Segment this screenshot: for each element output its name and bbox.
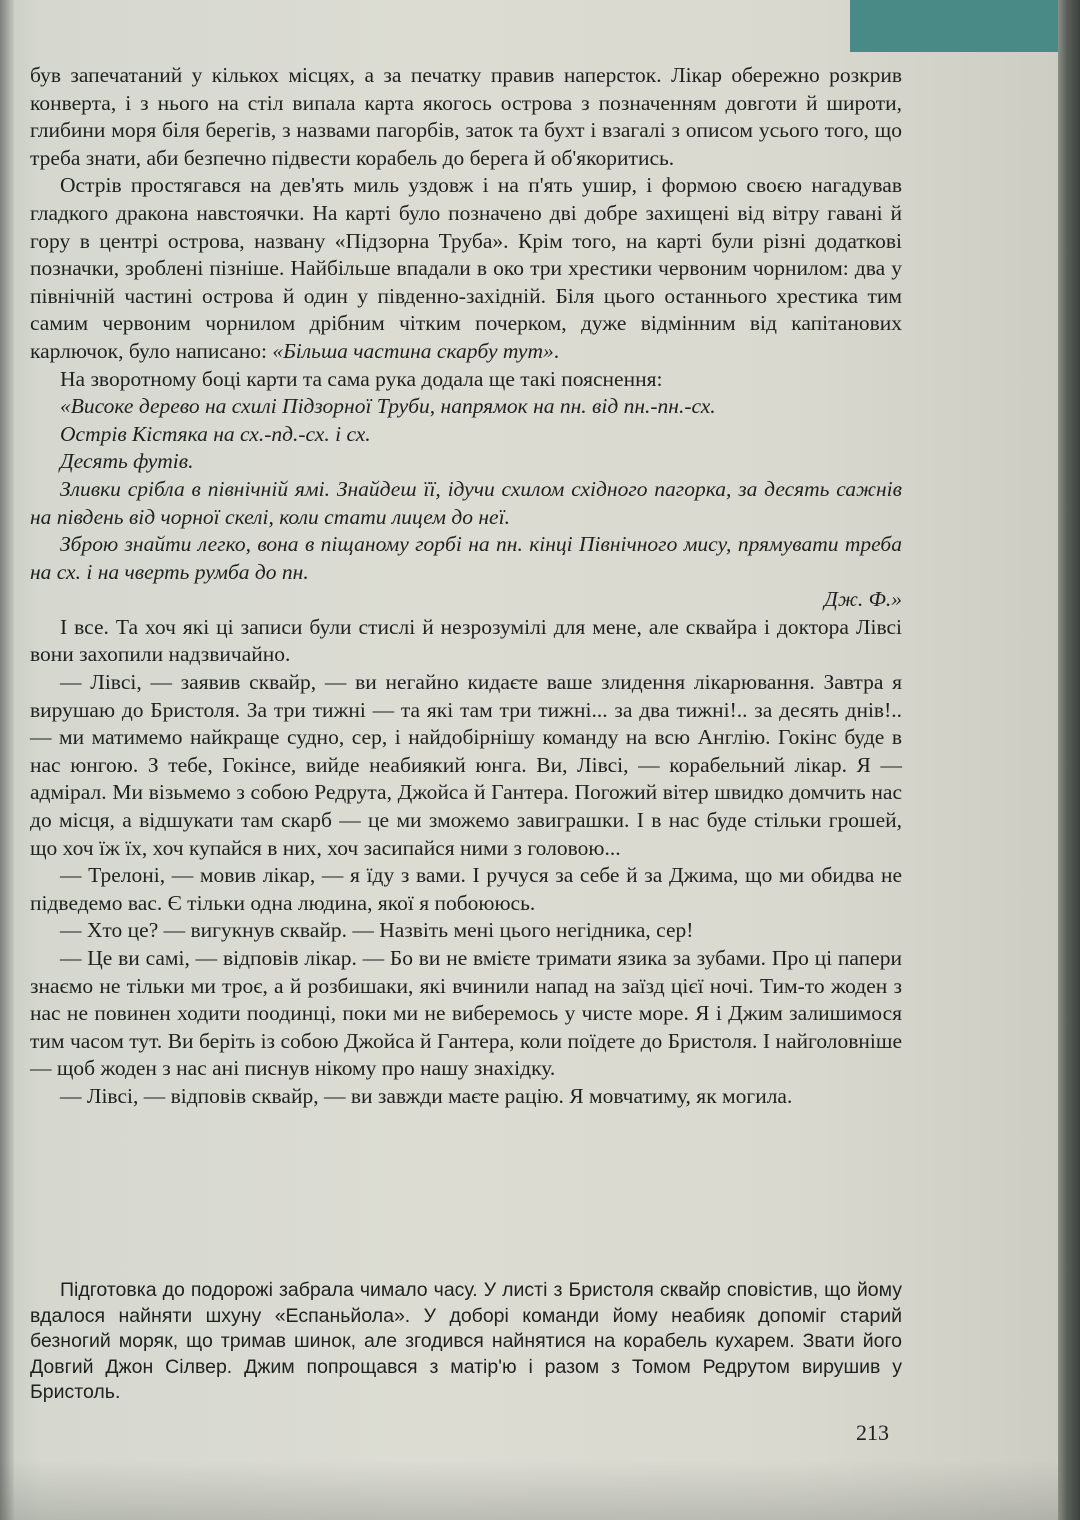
summary-text: Підготовка до подорожі забрала чимало часу. У листі з Бристоля сквайр сповістив, що йому вдалося найняти шхуну «Еспаньйола». У доборі команди йому неабияк допоміг старий безногий моряк, що тримав шинок, але згодився найнятися на корабель кухарем. Звати його Довгий Джон Сілвер. Джим попрощався з матір'ю і разом з Томом Редрутом вирушив у Бристоль. [30,1279,902,1403]
paragraph-2-text: Острів простягався на дев'ять миль уздовж і на п'ять ушир, і формою своєю нагадував гладкого дракона навстоячки. На карті було позначено дві добре захищені від вітру гавані й гору в центрі острова, названу «Підзорна Труба». Крім того, на карті були різні додаткові позначки, зроблені пізніше. Найбільше впадали в око три хрестики червоним чорнилом: два у північній частині острова й один у південно-західній. Біля цього останнього хрестика тим самим червоним чорнилом дрібним чітким почерком, дуже відмінним від капітанових карлючок, було написано: [30,173,902,363]
paragraph-1: був запечатаний у кількох місцях, а за печатку правив наперсток. Лікар обережно розкрив конверта, і з нього на стіл випала карта якогось острова з позначенням довготи й широти, глибини моря біля берегів, з назвами пагорбів, заток та бухт і взагалі з описом усього того, що треба знати, аби безпечно підвести корабель до берега й об'якоритись. [30,63,902,170]
note-1: «Високе дерево на схилі Підзорної Труби, напрямок на пн. від пн.-пн.-сх. [60,394,716,419]
note-5: Зброю знайти легко, вона в піщаному горбі на пн. кінці Північного мису, прямувати треба на сх. і на чверть румба до пн. [30,532,902,584]
paragraph-3: На зворотному боці карти та сама рука додала ще такі пояснення: [60,366,663,391]
main-text [30,62,902,1111]
dialogue-1: І все. Та хоч які ці записи були стислі й незрозумілі для мене, але сквайра і доктора Лівсі вони захопили надзвичайно. [30,614,902,667]
page-number: 213 [856,1420,889,1445]
book-spine [1058,0,1080,1520]
paragraph-2-end: . [553,338,560,363]
dialogue-2: — Лівсі, — заявив сквайр, — ви негайно кидаєте ваше злидення лікарювання. Завтра я вирушаю до Бристоля. За три тижні — та які там три тижні... за два тижні!.. за десять днів!.. — ми матимемо найкраще судно, сер, і найдобірнішу команду на всю Англію. Гокінс буде в нас юнгою. З тебе, Гокінсе, вийде неабиякий юнга. Ви, Лівсі, — корабельний лікар. Я — адмірал. Ми візьмемо з собою Редрута, Джойса й Гантера. Погожий вітер швидко домчить нас до місця, а відшукати там скарб — це ми зможемо завиграшки. І в нас буде стільки грошей, що хоч їж їх, хоч купайся в них, хоч засипайся ними з головою... [30,670,902,860]
dialogue-3: — Трелоні, — мовив лікар, — я їду з вами. І ручуся за себе й за Джима, що ми обидва не підведемо вас. Є тільки одна людина, якої я побоююсь. [30,863,902,915]
note-4: Зливки срібла в північній ямі. Знайдеш її, ідучи схилом східного пагорка, за десять сажнів на південь від чорної скелі, коли стати лицем до неї. [30,476,902,529]
note-2: Острів Кістяка на сх.-пд.-сх. і сх. [60,421,371,446]
signature: Дж. Ф.» [824,587,902,612]
page-left-shadow [0,0,14,1520]
page-bottom-shade [0,1460,1058,1520]
paragraph-2-italic: «Більша частина скарбу тут» [272,338,554,363]
dialogue-5: — Це ви самі, — відповів лікар. — Бо ви не вмієте тримати язика за зубами. Про ці папери знаємо не тільки ми троє, а й розбишаки, які вчинили напад на заїзд цієї ночі. Тим-то жоден з нас не повинен ходити поодинці, поки ми не виберемось у чисте море. Я і Джим залишимося тим часом тут. Ви беріть із собою Джойса й Гантера, коли поїдете до Бристоля. І найголовніше — щоб жоден з нас ані писнув нікому про нашу знахідку. [30,946,902,1081]
dialogue-4: — Хто це? — вигукнув сквайр. — Назвіть мені цього негідника, сер! [60,918,694,943]
paragraph-2 [30,172,902,365]
corner-color-tab [850,0,1058,52]
note-3: Десять футів. [60,449,194,474]
dialogue-6: — Лівсі, — відповів сквайр, — ви завжди маєте рацію. Я мовчатиму, як могила. [60,1083,793,1108]
